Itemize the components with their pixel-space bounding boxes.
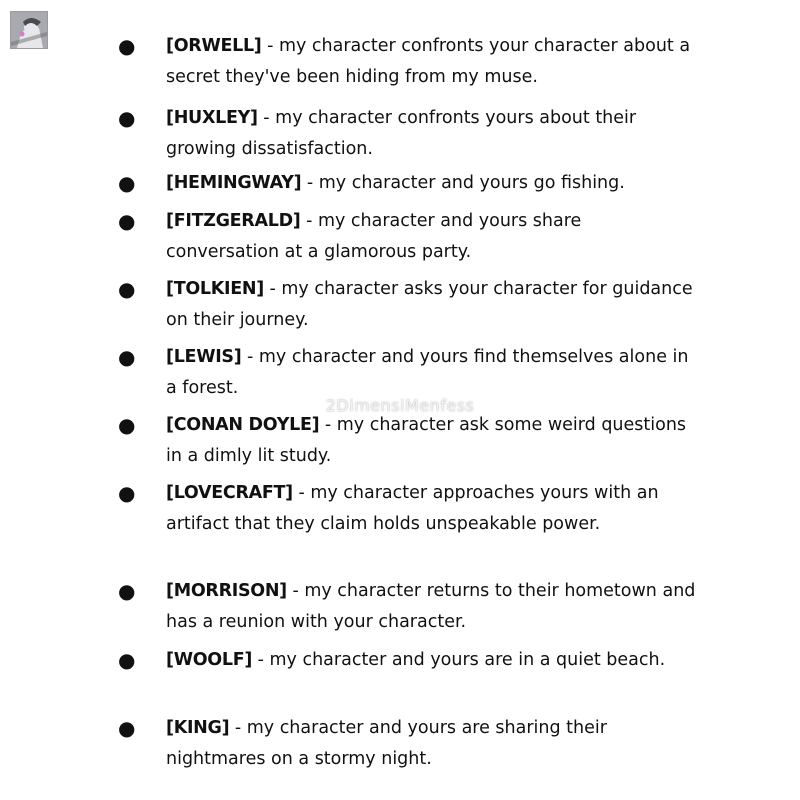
bullet-icon: ●: [118, 648, 136, 672]
list-item: [118, 713, 696, 775]
item-text: - my character and yours are in a quiet beach.: [252, 650, 666, 670]
watermark: 2DimensiMenfess: [325, 396, 475, 415]
list-item: [118, 168, 696, 199]
item-tag: [HUXLEY]: [166, 108, 258, 128]
item-text: - my character and yours find themselves alone in a forest.: [166, 347, 689, 398]
list-item: [118, 645, 696, 676]
item-tag: [WOOLF]: [166, 650, 253, 670]
list-item: [118, 103, 696, 165]
list-item: [118, 342, 696, 404]
item-text: - my character confronts yours about their growing dissatisfaction.: [166, 108, 637, 159]
item-tag: [FITZGERALD]: [166, 211, 301, 231]
item-tag: [LOVECRAFT]: [166, 483, 293, 503]
list-item: [118, 31, 696, 93]
item-text: - my character asks your character for guidance on their journey.: [166, 279, 693, 330]
item-text: - my character and yours share conversation at a glamorous party.: [166, 211, 582, 262]
item-text: - my character approaches yours with an artifact that they claim holds unspeakable power.: [166, 483, 659, 534]
item-tag: [HEMINGWAY]: [166, 173, 302, 193]
list-item: [118, 274, 696, 336]
list-item: [118, 576, 696, 638]
profile-picture-icon: [10, 11, 48, 49]
item-text: - my character and yours are sharing their nightmares on a stormy night.: [166, 718, 607, 769]
item-text: - my character ask some weird questions in a dimly lit study.: [166, 415, 687, 466]
bullet-icon: ●: [118, 716, 136, 740]
item-tag: [MORRISON]: [166, 581, 287, 601]
bullet-icon: ●: [118, 277, 136, 301]
item-tag: [ORWELL]: [166, 36, 262, 56]
bullet-icon: ●: [118, 171, 136, 195]
item-text: - my character returns to their hometown and has a reunion with your character.: [166, 581, 696, 632]
list-item: [118, 206, 696, 268]
bullet-icon: ●: [118, 345, 136, 369]
bullet-icon: ●: [118, 106, 136, 130]
list-item: [118, 478, 696, 540]
bullet-icon: ●: [118, 579, 136, 603]
item-tag: [KING]: [166, 718, 230, 738]
bullet-icon: ●: [118, 209, 136, 233]
item-text: - my character and yours go fishing.: [301, 173, 625, 193]
list-item: [118, 410, 696, 472]
item-tag: [TOLKIEN]: [166, 279, 264, 299]
bullet-icon: ●: [118, 413, 136, 437]
item-tag: [LEWIS]: [166, 347, 242, 367]
bullet-icon: ●: [118, 34, 136, 58]
item-text: - my character confronts your character about a secret they've been hiding from my muse.: [166, 36, 691, 87]
item-tag: [CONAN DOYLE]: [166, 415, 320, 435]
bullet-icon: ●: [118, 481, 136, 505]
